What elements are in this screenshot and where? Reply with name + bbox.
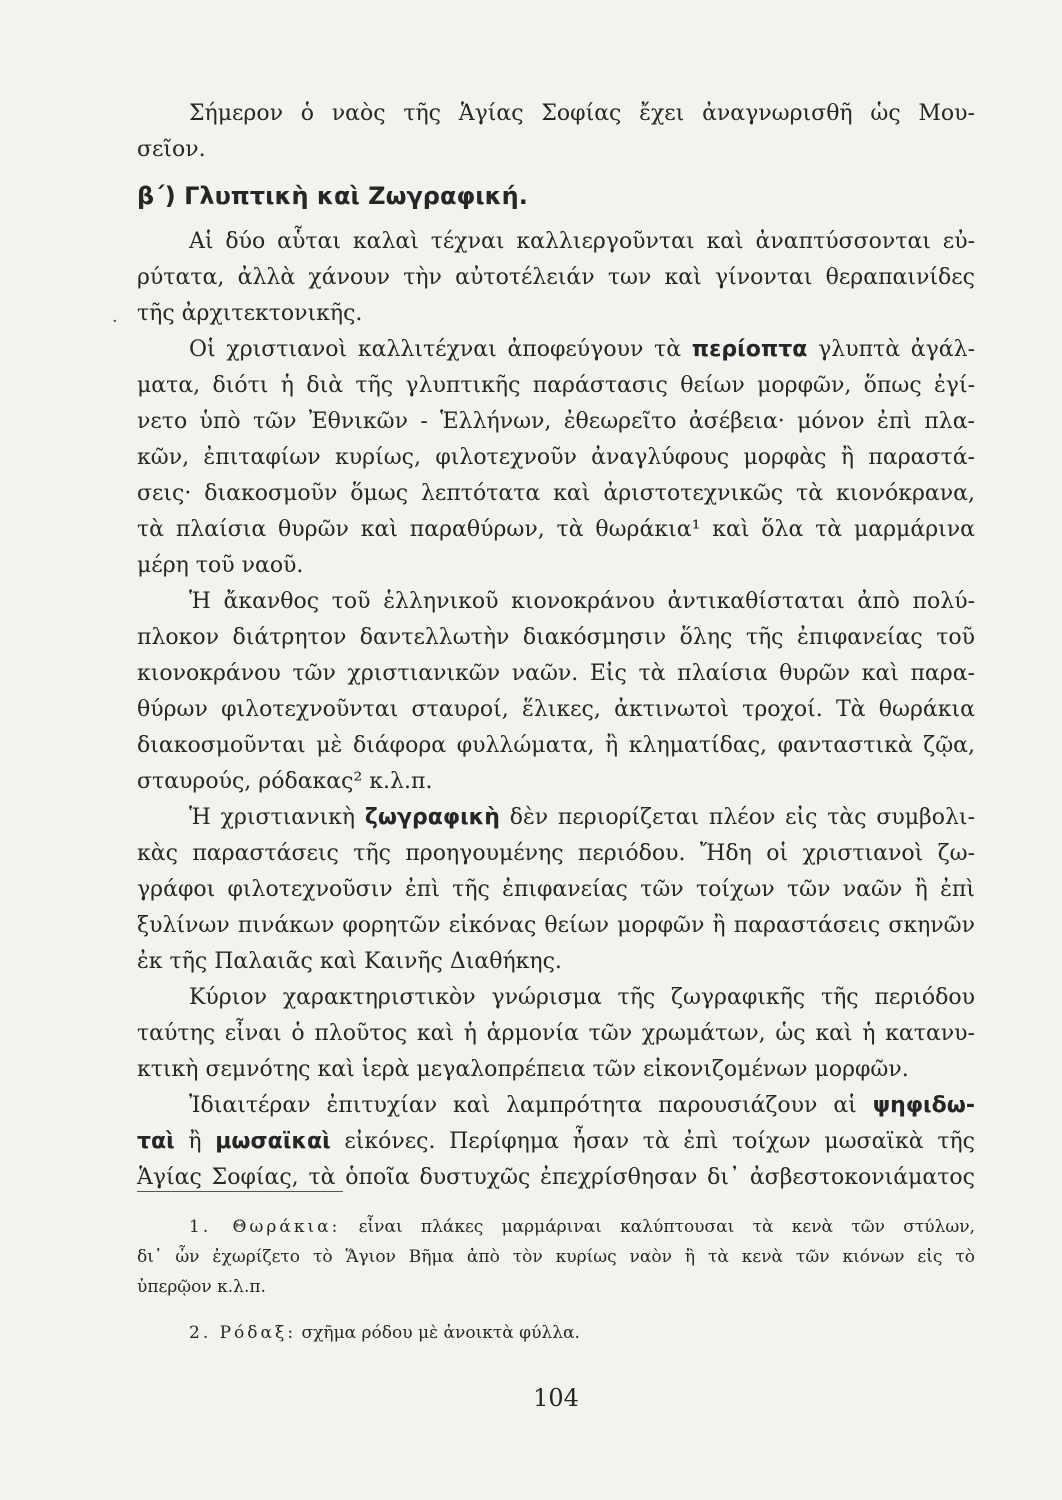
text-run: διακοσμοῦνται μὲ διάφορα φυλλώματα, ἢ κληματίδας, φανταστικὰ ζῷα,: [137, 733, 975, 758]
paragraph: [137, 1088, 975, 1196]
footnote-divider: [137, 1191, 343, 1192]
emphasized-term: μωσαϊκαὶ: [215, 1129, 331, 1154]
text-line: [137, 1052, 975, 1088]
text-line: [137, 548, 975, 584]
paragraph: [137, 332, 975, 584]
footnote-line: [137, 1212, 975, 1242]
footnote: [137, 1318, 975, 1348]
text-line: [137, 1016, 975, 1052]
emphasized-term: ταὶ: [137, 1129, 175, 1154]
text-run: σεις· διακοσμοῦν ὅμως λεπτότατα καὶ ἀριστοτεχνικῶς τὰ κιονόκρανα,: [137, 481, 975, 506]
document-page: [137, 96, 975, 1412]
text-line: [137, 296, 975, 332]
text-line: [137, 800, 975, 836]
text-run: Οἱ χριστιανοὶ καλλιτέχναι ἀποφεύγουν τὰ: [189, 337, 692, 362]
text-run: δὲν περιορίζεται πλέον εἰς τὰς συμβολι-: [499, 805, 975, 830]
text-line: [137, 692, 975, 728]
footnotes: [137, 1212, 975, 1348]
text-run: μέρη τοῦ ναοῦ.: [137, 553, 304, 578]
text-line: [137, 1124, 975, 1160]
footnote-line: [137, 1272, 975, 1302]
text-run: τὰ πλαίσια θυρῶν καὶ παραθύρων, τὰ θωράκια¹ καὶ ὅλα τὰ μαρμάρινα: [137, 517, 975, 542]
text-line: [137, 656, 975, 692]
body-paragraphs: [137, 224, 975, 1196]
footnote-gap: [137, 1302, 975, 1318]
text-run: σταυρούς, ρόδακας² κ.λ.π.: [137, 769, 433, 794]
text-line: [137, 836, 975, 872]
emphasized-term: ζωγραφικὴ: [364, 805, 500, 830]
text-run: κὰς παραστάσεις τῆς προηγουμένης περιόδου. Ἤδη οἱ χριστιανοὶ ζω-: [137, 841, 975, 866]
text-line: [137, 224, 975, 260]
paragraph: [137, 584, 975, 800]
footnote: [137, 1212, 975, 1302]
footnote-label: 1. Θωράκια:: [189, 1217, 341, 1237]
text-run: Αἱ δύο αὗται καλαὶ τέχναι καλλιεργοῦνται καὶ ἀναπτύσσονται εὐ-: [189, 229, 975, 254]
paragraph: [137, 980, 975, 1088]
text-run: τῆς ἀρχιτεκτονικῆς.: [137, 301, 363, 326]
text-line: [137, 476, 975, 512]
text-run: Ἡ χριστιανικὴ: [189, 805, 365, 830]
text-line: [137, 728, 975, 764]
emphasized-term: ψηφιδω-: [872, 1093, 975, 1118]
text-line: [137, 980, 975, 1016]
footnote-text: δι᾽ ὧν ἐχωρίζετο τὸ Ἅγιον Βῆμα ἀπὸ τὸν κυρίως ναὸν ἢ τὰ κενὰ τῶν κιόνων εἰς τὸ: [137, 1247, 975, 1267]
text-run: κῶν, ἐπιταφίων κυρίως, φιλοτεχνοῦν ἀναγλύφους μορφὰς ἢ παραστά-: [137, 445, 975, 470]
text-run: ἢ: [174, 1129, 216, 1154]
text-line: [137, 512, 975, 548]
text-run: Ἡ ἄκανθος τοῦ ἑλληνικοῦ κιονοκράνου ἀντικαθίσταται ἀπὸ πολύ-: [189, 589, 975, 614]
footnote-line: [137, 1318, 975, 1348]
text-run: εἰκόνες. Περίφημα ἦσαν τὰ ἐπὶ τοίχων μωσαϊκὰ τῆς: [330, 1129, 975, 1154]
text-line: [137, 620, 975, 656]
text-run: ξυλίνων πινάκων φορητῶν εἰκόνας θείων μορφῶν ἢ παραστάσεις σκηνῶν: [137, 913, 975, 938]
text-line: [137, 944, 975, 980]
text-line: [137, 368, 975, 404]
footnote-line: [137, 1242, 975, 1272]
footnote-label: 2. Ρόδαξ:: [189, 1323, 297, 1343]
text-run: γλυπτὰ ἀγάλ-: [807, 337, 975, 362]
text-line: [137, 584, 975, 620]
text-run: Ἰδιαιτέραν ἐπιτυχίαν καὶ λαμπρότητα παρουσιάζουν αἱ: [189, 1093, 873, 1118]
text-run: ἐκ τῆς Παλαιᾶς καὶ Καινῆς Διαθήκης.: [137, 949, 562, 974]
section-heading: β΄) Γλυπτικὴ καὶ Ζωγραφική.: [137, 182, 528, 210]
text-line: [137, 1088, 975, 1124]
text-run: νετο ὑπὸ τῶν Ἐθνικῶν - Ἑλλήνων, ἐθεωρεῖτο ἀσέβεια· μόνον ἐπὶ πλα-: [137, 409, 975, 434]
text-run: Κύριον χαρακτηριστικὸν γνώρισμα τῆς ζωγραφικῆς τῆς περιόδου: [189, 985, 975, 1010]
footnote-text: ὑπερῷον κ.λ.π.: [137, 1277, 266, 1297]
emphasized-term: περίοπτα: [691, 337, 808, 362]
paragraph: [137, 224, 975, 332]
text-line: Σήμερον ὁ ναὸς τῆς Ἁγίας Σοφίας ἔχει ἀναγνωρισθῆ ὡς Μου-: [189, 101, 975, 126]
page-number: 104: [533, 1384, 579, 1412]
footnote-text: εἶναι πλάκες μαρμάριναι καλύπτουσαι τὰ κενὰ τῶν στύλων,: [358, 1217, 975, 1237]
text-line: [137, 872, 975, 908]
text-line: [137, 764, 975, 800]
text-line: [137, 332, 975, 368]
text-run: πλοκον διάτρητον δαντελλωτὴν διακόσμησιν ὅλης τῆς ἐπιφανείας τοῦ: [137, 625, 975, 650]
intro-text: [137, 96, 975, 168]
text-line: [137, 440, 975, 476]
text-run: γράφοι φιλοτεχνοῦσιν ἐπὶ τῆς ἐπιφανείας τῶν τοίχων τῶν ναῶν ἢ ἐπὶ: [137, 877, 975, 902]
text-run: ρύτατα, ἀλλὰ χάνουν τὴν αὐτοτέλειάν των καὶ γίνονται θεραπαινίδες: [137, 265, 975, 290]
margin-mark: ·: [112, 311, 118, 332]
text-run: ματα, διότι ἡ διὰ τῆς γλυπτικῆς παράστασις θείων μορφῶν, ὅπως ἐγί-: [137, 373, 975, 398]
text-run: θύρων φιλοτεχνοῦνται σταυροί, ἕλικες, ἀκτινωτοὶ τροχοί. Τὰ θωράκια: [137, 697, 975, 722]
text-run: Ἁγίας Σοφίας, τὰ ὁποῖα δυστυχῶς ἐπεχρίσθησαν δι᾽ ἀσβεστοκονιάματος: [137, 1165, 975, 1190]
text-line: [137, 908, 975, 944]
paragraph: [137, 800, 975, 980]
text-line: σεῖον.: [137, 137, 206, 162]
text-run: κιονοκράνου τῶν χριστιανικῶν ναῶν. Εἰς τὰ πλαίσια θυρῶν καὶ παρα-: [137, 661, 975, 686]
text-run: κτικὴ σεμνότης καὶ ἱερὰ μεγαλοπρέπεια τῶν εἰκονιζομένων μορφῶν.: [137, 1057, 909, 1082]
text-line: [137, 260, 975, 296]
text-run: ταύτης εἶναι ὁ πλοῦτος καὶ ἡ ἁρμονία τῶν χρωμάτων, ὡς καὶ ἡ κατανυ-: [137, 1021, 975, 1046]
text-line: [137, 404, 975, 440]
footnote-text: σχῆμα ρόδου μὲ ἀνοικτὰ φύλλα.: [301, 1323, 580, 1343]
